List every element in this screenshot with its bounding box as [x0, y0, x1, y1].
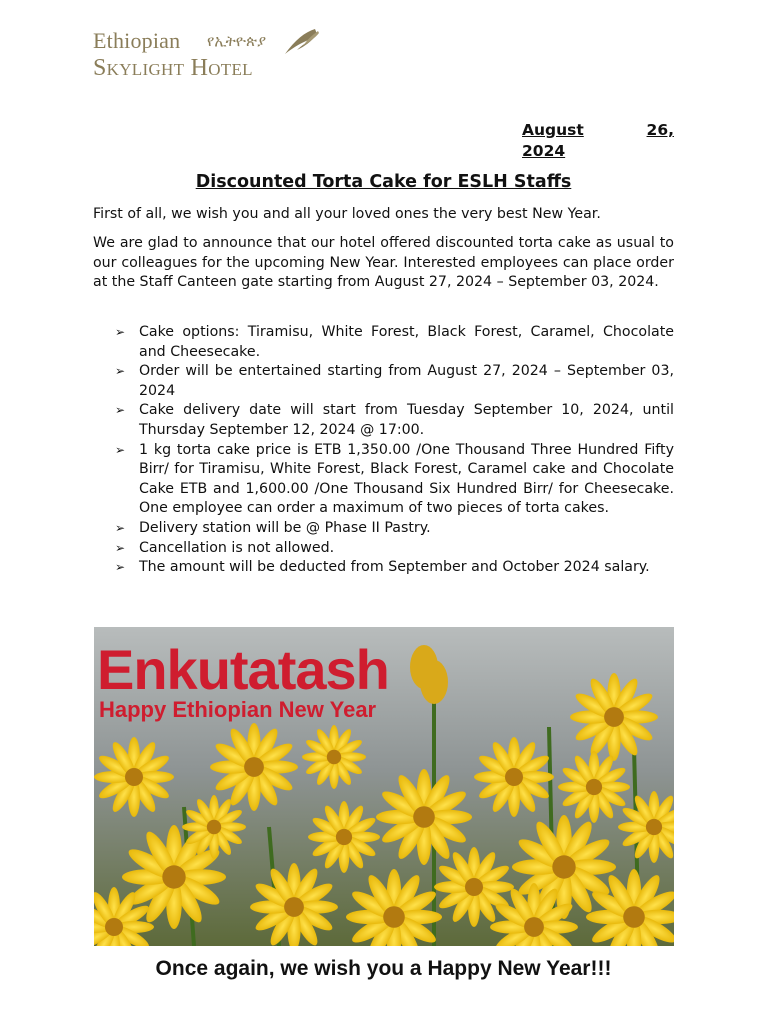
- wing-logo-icon: [281, 28, 321, 56]
- enkutatash-banner-image: [94, 627, 674, 946]
- logo-amharic-text: የኢትዮጵያ: [207, 32, 267, 50]
- announcement-paragraph: We are glad to announce that our hotel offered discounted torta cake as usual to our colleagues for the upcoming New Year. Interested employees can place order at the Staff Canteen gate starting from August 27, 2024 – September 03, 2024.: [93, 235, 674, 291]
- list-item: ➢ The amount will be deducted from September and October 2024 salary.: [93, 558, 674, 578]
- date-year: 2024: [522, 142, 566, 160]
- details-list: [93, 323, 674, 578]
- arrowhead-bullet-icon: ➢: [115, 442, 126, 457]
- logo-skylight-hotel-text: Skylight Hotel: [93, 55, 253, 81]
- arrowhead-bullet-icon: ➢: [115, 560, 126, 575]
- banner-heading: Enkutatash: [97, 638, 389, 701]
- list-item: ➢ Order will be entertained starting from August 27, 2024 – September 03, 2024: [115, 363, 674, 399]
- hotel-logo: [93, 28, 333, 84]
- list-item: ➢ Cancellation is not allowed.: [93, 539, 674, 559]
- list-item: ➢ 1 kg torta cake price is ETB 1,350.00 /One Thousand Three Hundred Fifty Birr/ for Tiramisu, White Forest, Black Forest, Caramel cake and Chocolate Cake ETB and 1,600.00 /One Thousand Six Hundred Birr/ for Cheesecake. One employee can order a maximum of two pieces of torta cakes.: [115, 441, 674, 517]
- list-item: ➢ Delivery station will be @ Phase II Pastry.: [93, 519, 674, 539]
- greeting-paragraph: First of all, we wish you and all your loved ones the very best New Year.: [93, 206, 601, 222]
- date-month: August: [522, 121, 584, 139]
- arrowhead-bullet-icon: ➢: [115, 403, 126, 418]
- arrowhead-bullet-icon: ➢: [115, 325, 126, 339]
- arrowhead-bullet-icon: ➢: [115, 364, 126, 379]
- list-item: ➢ Cake delivery date will start from Tuesday September 10, 2024, until Thursday September 12, 2024 @ 17:00.: [115, 402, 674, 438]
- list-item: ➢ Cake options: Tiramisu, White Forest, Black Forest, Caramel, Chocolate and Cheesecake.: [115, 324, 674, 360]
- arrowhead-bullet-icon: ➢: [115, 540, 126, 555]
- letter-date: [522, 120, 674, 162]
- closing-message: Once again, we wish you a Happy New Year!!!: [155, 957, 612, 980]
- arrowhead-bullet-icon: ➢: [115, 520, 126, 535]
- banner-subheading: Happy Ethiopian New Year: [99, 697, 377, 722]
- page-title: Discounted Torta Cake for ESLH Staffs: [195, 172, 572, 192]
- date-day: 26,: [646, 121, 674, 139]
- logo-ethiopian-text: Ethiopian: [93, 28, 181, 53]
